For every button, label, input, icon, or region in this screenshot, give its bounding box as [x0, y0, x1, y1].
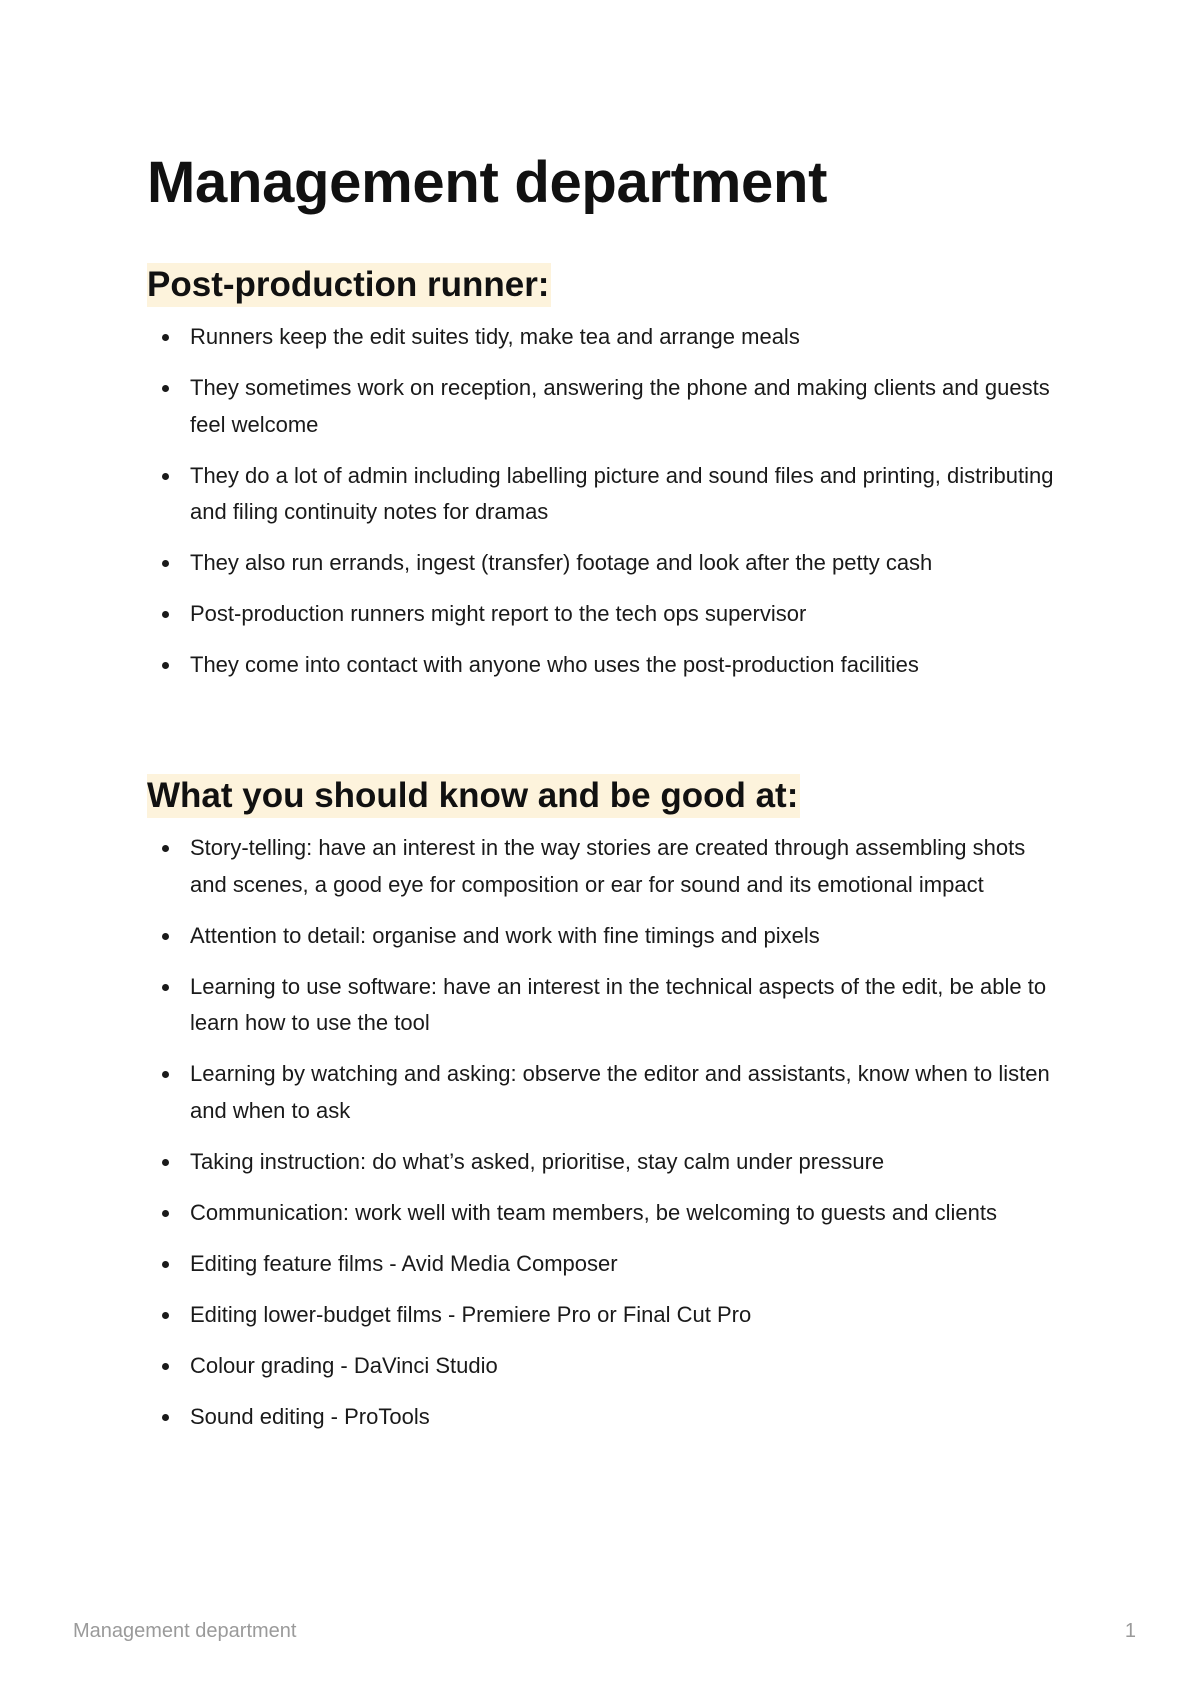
bullet-icon: [162, 1261, 169, 1268]
list-item: [147, 319, 1067, 356]
section-heading: What you should know and be good at:: [147, 774, 800, 818]
list-item-text: Colour grading - DaVinci Studio: [190, 1352, 498, 1378]
list-item: [147, 1348, 1067, 1385]
list-item-text: Learning to use software: have an interest in the technical aspects of the edit, be able to learn how to use the tool: [190, 973, 1047, 1035]
section-post-production-runner: [147, 263, 1067, 698]
bullet-icon: [162, 1071, 169, 1078]
list-item-text: They also run errands, ingest (transfer) footage and look after the petty cash: [190, 550, 933, 575]
page-number: 1: [1124, 1620, 1136, 1642]
bullet-icon: [162, 1414, 169, 1421]
bullet-icon: [162, 473, 169, 480]
bullet-list: [147, 319, 1067, 684]
bullet-icon: [162, 662, 169, 669]
list-item: [147, 458, 1067, 531]
list-item: [147, 1297, 1067, 1334]
list-item-text: Runners keep the edit suites tidy, make tea and arrange meals: [190, 324, 800, 349]
bullet-icon: [162, 611, 169, 618]
list-item-text: Learning by watching and asking: observe the editor and assistants, know when to listen and when to ask: [190, 1061, 1050, 1123]
list-item-text: They do a lot of admin including labelling picture and sound files and printing, distributing and filing continuity notes for dramas: [190, 462, 1054, 524]
list-item-text: Taking instruction: do what’s asked, prioritise, stay calm under pressure: [190, 1148, 885, 1174]
bullet-icon: [162, 560, 169, 567]
bullet-icon: [162, 334, 169, 341]
list-item-text: Story-telling: have an interest in the way stories are created through assembling shots and scenes, a good eye for composition or ear for sound and its emotional impact: [190, 835, 1026, 897]
list-item-text: Editing feature films - Avid Media Composer: [190, 1250, 618, 1276]
list-item-text: They come into contact with anyone who uses the post-production facilities: [190, 652, 919, 677]
list-item-text: Sound editing - ProTools: [190, 1403, 430, 1429]
bullet-icon: [162, 1159, 169, 1166]
page-title: Management department: [147, 150, 828, 215]
list-item: [147, 596, 1067, 633]
list-item: [147, 1144, 1067, 1181]
bullet-icon: [162, 1210, 169, 1217]
list-item: [147, 370, 1067, 443]
list-item: [147, 545, 1067, 582]
bullet-icon: [162, 1363, 169, 1370]
list-item: [147, 1056, 1067, 1129]
bullet-icon: [162, 933, 169, 940]
section-skills: [147, 774, 1067, 1450]
list-item-text: Editing lower-budget films - Premiere Pro or Final Cut Pro: [190, 1301, 752, 1327]
list-item: [147, 1246, 1067, 1283]
list-item: [147, 830, 1067, 903]
bullet-icon: [162, 845, 169, 852]
bullet-icon: [162, 984, 169, 991]
list-item-text: Communication: work well with team members, be welcoming to guests and clients: [190, 1199, 997, 1225]
footer-label: Management department: [73, 1620, 297, 1642]
bullet-icon: [162, 385, 169, 392]
section-heading: Post-production runner:: [147, 263, 551, 307]
list-item: [147, 1399, 1067, 1436]
list-item-text: Post-production runners might report to the tech ops supervisor: [190, 601, 807, 626]
list-item-text: Attention to detail: organise and work with fine timings and pixels: [190, 922, 820, 948]
list-item: [147, 647, 1067, 684]
list-item: [147, 918, 1067, 955]
list-item: [147, 1195, 1067, 1232]
list-item-text: They sometimes work on reception, answering the phone and making clients and guests feel welcome: [190, 375, 1050, 437]
bullet-icon: [162, 1312, 169, 1319]
list-item: [147, 969, 1067, 1042]
bullet-list: [147, 830, 1067, 1435]
